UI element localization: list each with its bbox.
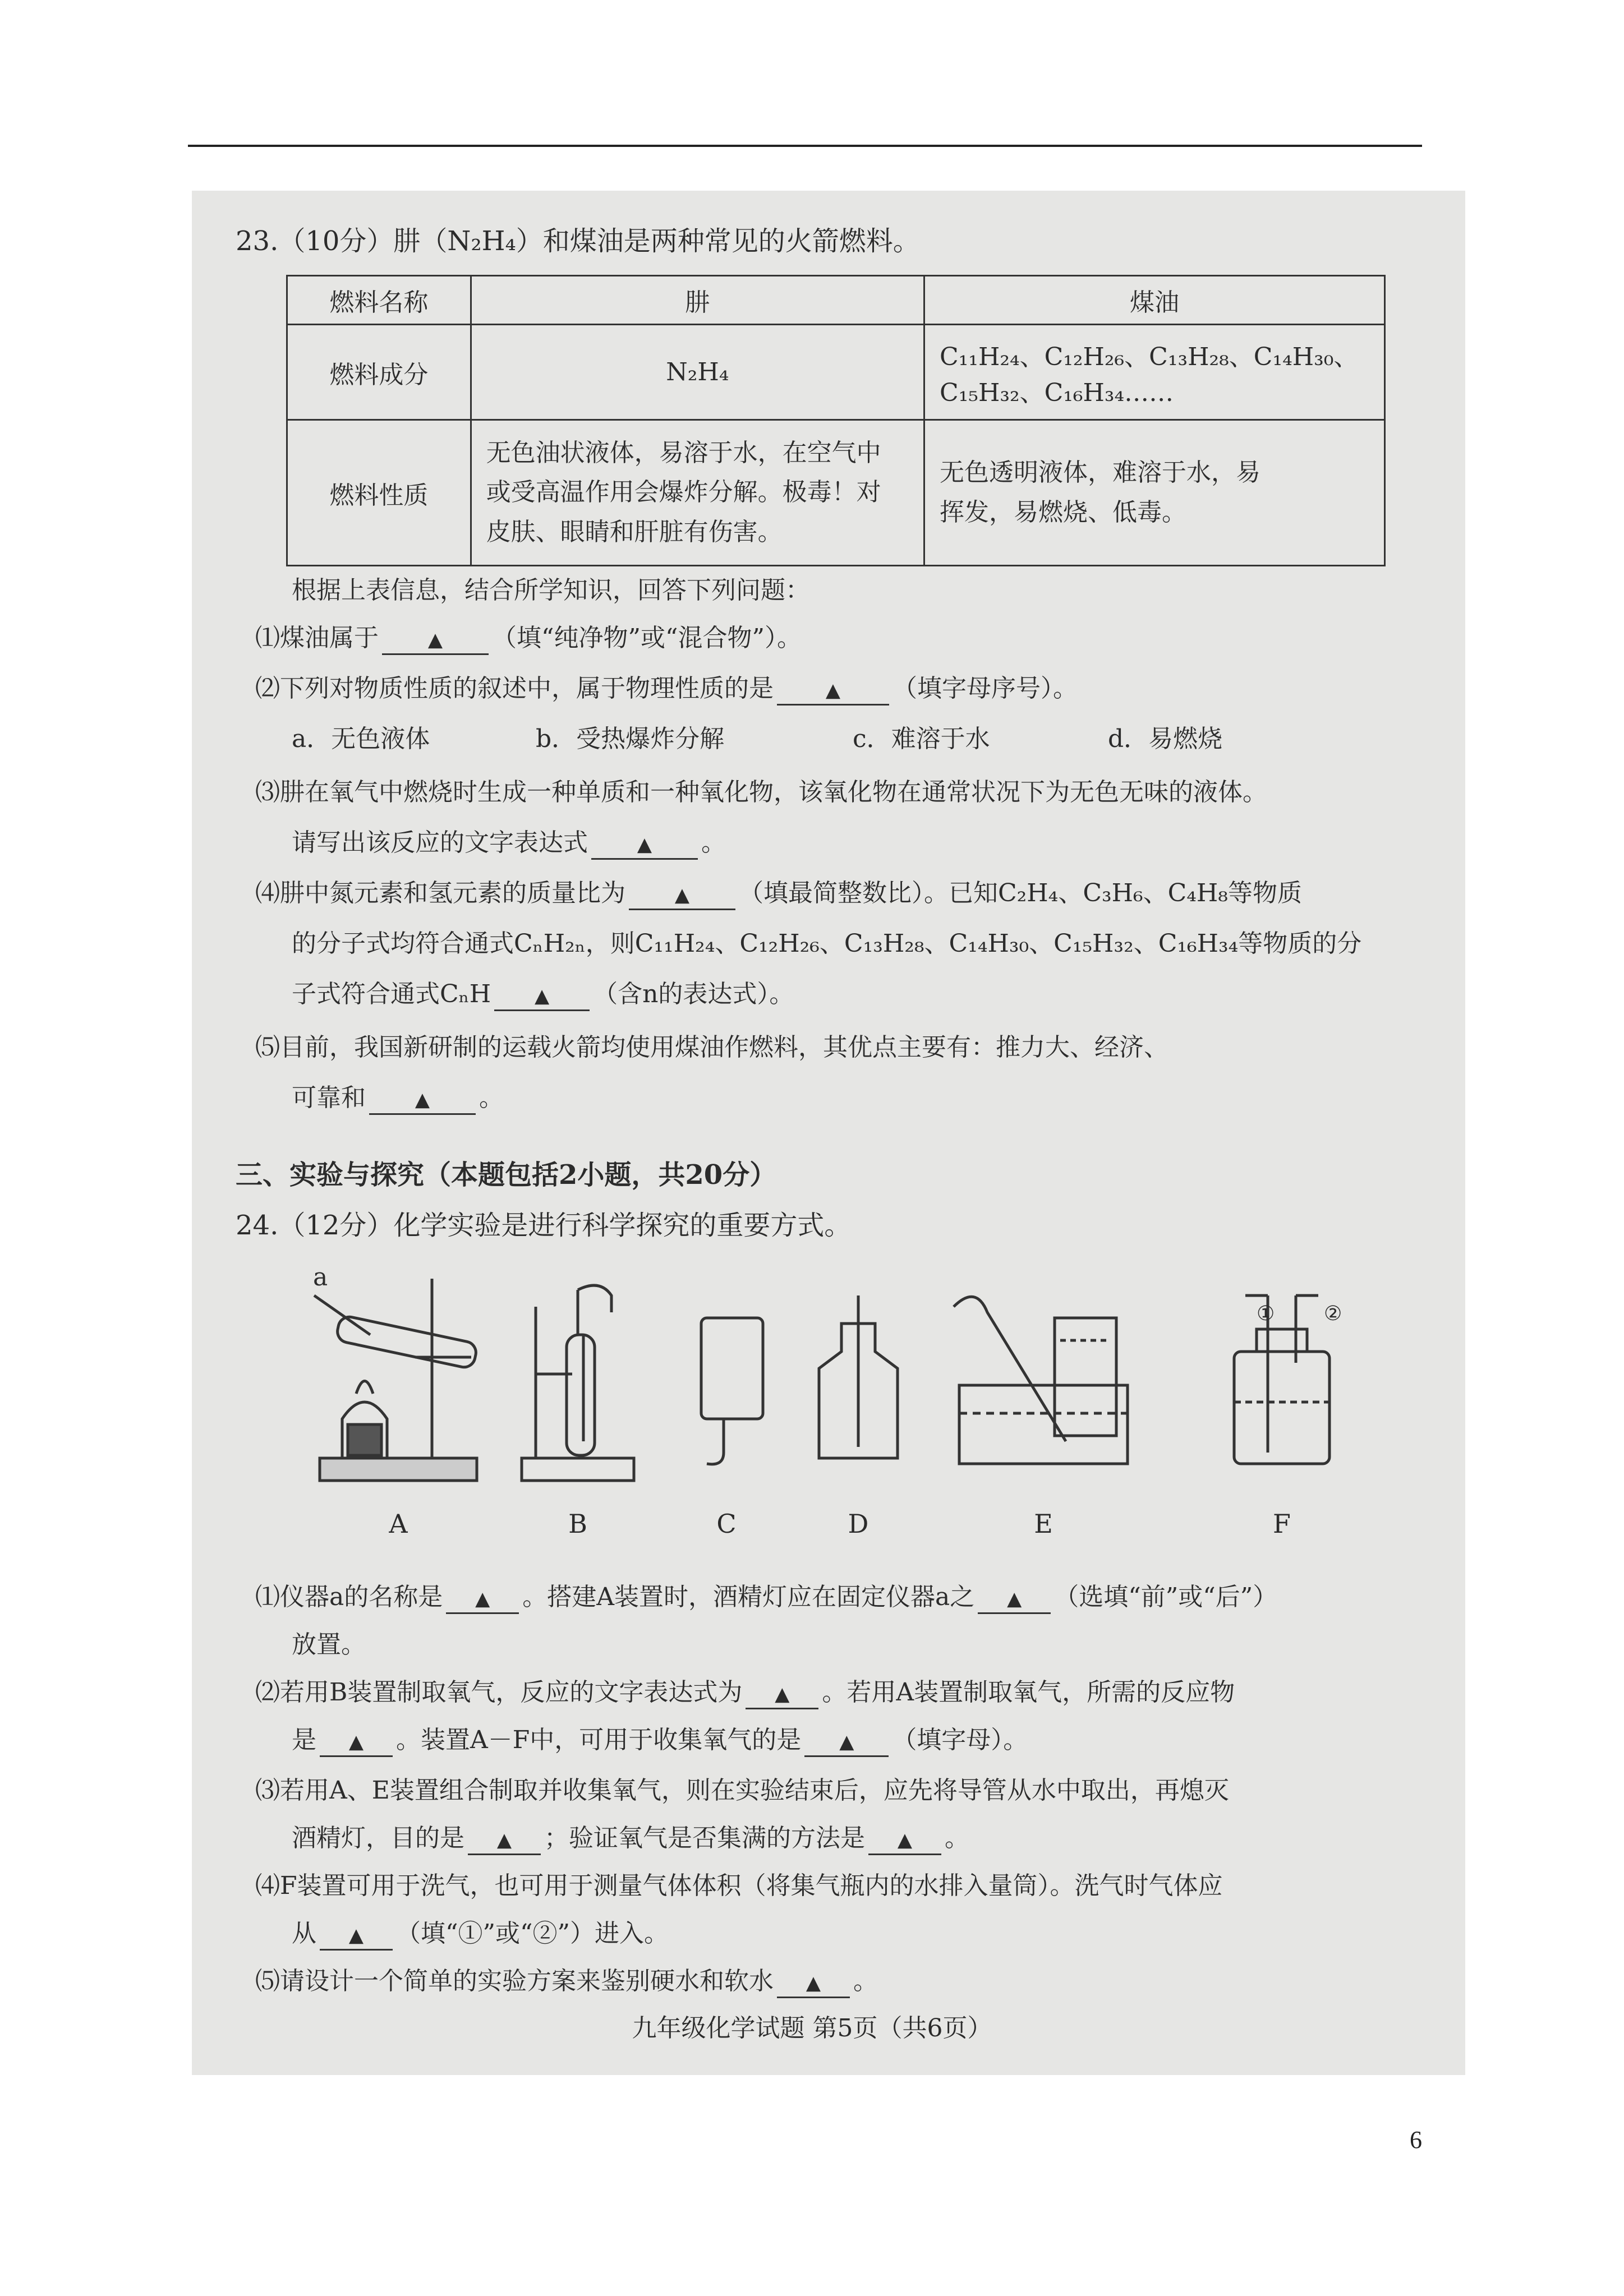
kerosene-composition bbox=[924, 325, 1385, 420]
table-header-kerosene: 煤油 bbox=[924, 276, 1385, 325]
fuel-table bbox=[286, 275, 1386, 566]
top-rule bbox=[188, 145, 1422, 147]
q23-part3-line1: ⑶肼在氧气中燃烧时生成一种单质和一种氧化物，该氧化物在通常状况下为无色无味的液体。 bbox=[255, 778, 1267, 806]
answer-blank[interactable]: ▲ bbox=[978, 1582, 1051, 1614]
kerosene-composition-line1: C₁₁H₂₄、C₁₂H₂₆、C₁₃H₂₈、C₁₄H₃₀、 bbox=[940, 342, 1359, 371]
q23-part4-line3: 子式符合通式CₙH ▲ （含n的表达式）。 bbox=[292, 979, 794, 1011]
apparatus-label-a: A bbox=[389, 1509, 408, 1539]
q24-part4-line1: ⑷F装置可用于洗气，也可用于测量气体体积（将集气瓶内的水排入量筒）。洗气时气体应 bbox=[255, 1871, 1223, 1900]
apparatus-e bbox=[954, 1297, 1128, 1464]
apparatus-a bbox=[314, 1279, 478, 1481]
kerosene-properties-line1: 无色透明液体，难溶于水，易 bbox=[940, 458, 1260, 487]
q23-part1: ⑴煤油属于 ▲ （填“纯净物”或“混合物”）。 bbox=[255, 623, 802, 655]
q23-title: 23.（10分）肼（N₂H₄）和煤油是两种常见的火箭燃料。 bbox=[236, 225, 920, 257]
q24-part3-line2: 酒精灯，目的是 ▲ ；验证氧气是否集满的方法是 ▲ 。 bbox=[292, 1823, 969, 1855]
q23-option-c: c．难溶于水 bbox=[853, 725, 990, 753]
apparatus-f bbox=[1234, 1295, 1329, 1464]
q23-part2: ⑵下列对物质性质的叙述中，属于物理性质的是 ▲ （填字母序号）。 bbox=[255, 673, 1078, 706]
q23-part5-line1: ⑸目前，我国新研制的运载火箭均使用煤油作燃料，其优点主要有：推力大、经济、 bbox=[255, 1033, 1168, 1062]
kerosene-composition-line2: C₁₅H₃₂、C₁₆H₃₄…… bbox=[940, 378, 1174, 407]
hydrazine-properties bbox=[471, 420, 924, 566]
hydrazine-composition: N₂H₄ bbox=[471, 325, 924, 420]
answer-blank[interactable]: ▲ bbox=[629, 878, 735, 910]
q24-part3-line1: ⑶若用A、E装置组合制取并收集氧气，则在实验结束后，应先将导管从水中取出，再熄灭 bbox=[255, 1776, 1229, 1805]
answer-blank[interactable]: ▲ bbox=[868, 1823, 941, 1855]
q23-option-a: a．无色液体 bbox=[292, 725, 430, 753]
label-f-port1: ① bbox=[1257, 1302, 1275, 1325]
q24-part1-line2: 放置。 bbox=[292, 1630, 366, 1659]
kerosene-properties bbox=[924, 420, 1385, 566]
q24-part5: ⑸请设计一个简单的实验方案来鉴别硬水和软水 ▲ 。 bbox=[255, 1966, 878, 1998]
apparatus-c bbox=[701, 1318, 763, 1464]
apparatus-b bbox=[522, 1285, 634, 1481]
hydrazine-properties-line1: 无色油状液体，易溶于水，在空气中 bbox=[486, 438, 881, 467]
q23-part5-line2: 可靠和 ▲ 。 bbox=[292, 1082, 504, 1115]
q24-part4-line2: 从 ▲ （填“①”或“②”）进入。 bbox=[292, 1918, 669, 1951]
answer-blank[interactable]: ▲ bbox=[804, 1725, 889, 1757]
q23-option-d: d．易燃烧 bbox=[1108, 725, 1223, 753]
answer-blank[interactable]: ▲ bbox=[777, 1966, 850, 1998]
kerosene-properties-line2: 挥发，易燃烧、低毒。 bbox=[940, 497, 1186, 527]
label-a-instrument: a bbox=[313, 1263, 328, 1292]
answer-blank[interactable]: ▲ bbox=[446, 1582, 519, 1614]
answer-blank[interactable]: ▲ bbox=[746, 1677, 818, 1709]
apparatus-label-e: E bbox=[1034, 1509, 1053, 1539]
apparatus-d bbox=[819, 1295, 898, 1458]
hydrazine-properties-line3: 皮肤、眼睛和肝脏有伤害。 bbox=[486, 517, 783, 546]
hydrazine-properties-line2: 或受高温作用会爆炸分解。极毒！对 bbox=[486, 478, 881, 507]
q24-part1-line1: ⑴仪器a的名称是 ▲ 。搭建A装置时，酒精灯应在固定仪器a之 ▲ （选填“前”或“后”） bbox=[255, 1582, 1277, 1614]
q23-part4-line1: ⑷肼中氮元素和氢元素的质量比为 ▲ （填最简整数比）。已知C₂H₄、C₃H₆、C₄H₈等物质 bbox=[255, 878, 1302, 910]
q23-part4-line2: 的分子式均符合通式CₙH₂ₙ，则C₁₁H₂₄、C₁₂H₂₆、C₁₃H₂₈、C₁₄H₃₀、C₁₅H₃₂、C₁₆H₃₄等物质的分 bbox=[292, 929, 1362, 958]
apparatus-drawing bbox=[303, 1273, 1481, 1542]
section-3-heading: 三、实验与探究（本题包括2小题，共20分） bbox=[236, 1159, 777, 1191]
apparatus-label-d: D bbox=[848, 1509, 869, 1539]
q23-option-b: b．受热爆炸分解 bbox=[536, 725, 725, 753]
table-header-name: 燃料名称 bbox=[287, 276, 471, 325]
label-f-port2: ② bbox=[1324, 1302, 1342, 1325]
answer-blank[interactable]: ▲ bbox=[320, 1725, 393, 1757]
apparatus-diagram bbox=[303, 1263, 1481, 1545]
answer-blank[interactable]: ▲ bbox=[468, 1823, 541, 1855]
table-header-hydrazine: 肼 bbox=[471, 276, 924, 325]
row-label-composition: 燃料成分 bbox=[287, 325, 471, 420]
answer-blank[interactable]: ▲ bbox=[494, 979, 590, 1011]
q23-intro: 根据上表信息，结合所学知识，回答下列问题： bbox=[292, 576, 810, 605]
answer-blank[interactable]: ▲ bbox=[777, 673, 889, 706]
q24-part2-line1: ⑵若用B装置制取氧气，反应的文字表达式为 ▲ 。若用A装置制取氧气，所需的反应物 bbox=[255, 1677, 1235, 1709]
answer-blank[interactable]: ▲ bbox=[591, 827, 698, 860]
apparatus-label-b: B bbox=[568, 1509, 587, 1539]
q24-part2-line2: 是 ▲ 。装置A－F中，可用于收集氧气的是 ▲ （填字母）。 bbox=[292, 1725, 1028, 1757]
answer-blank[interactable]: ▲ bbox=[369, 1082, 476, 1115]
page-number: 6 bbox=[1410, 2126, 1422, 2154]
answer-blank[interactable]: ▲ bbox=[382, 623, 489, 655]
row-label-properties: 燃料性质 bbox=[287, 420, 471, 566]
page-footer: 九年级化学试题 第5页（共6页） bbox=[632, 2014, 992, 2043]
q24-title: 24.（12分）化学实验是进行科学探究的重要方式。 bbox=[236, 1210, 852, 1241]
answer-blank[interactable]: ▲ bbox=[320, 1918, 393, 1951]
apparatus-label-c: C bbox=[716, 1509, 737, 1539]
apparatus-label-f: F bbox=[1273, 1509, 1291, 1539]
q23-part3-line2: 请写出该反应的文字表达式 ▲ 。 bbox=[292, 827, 726, 860]
